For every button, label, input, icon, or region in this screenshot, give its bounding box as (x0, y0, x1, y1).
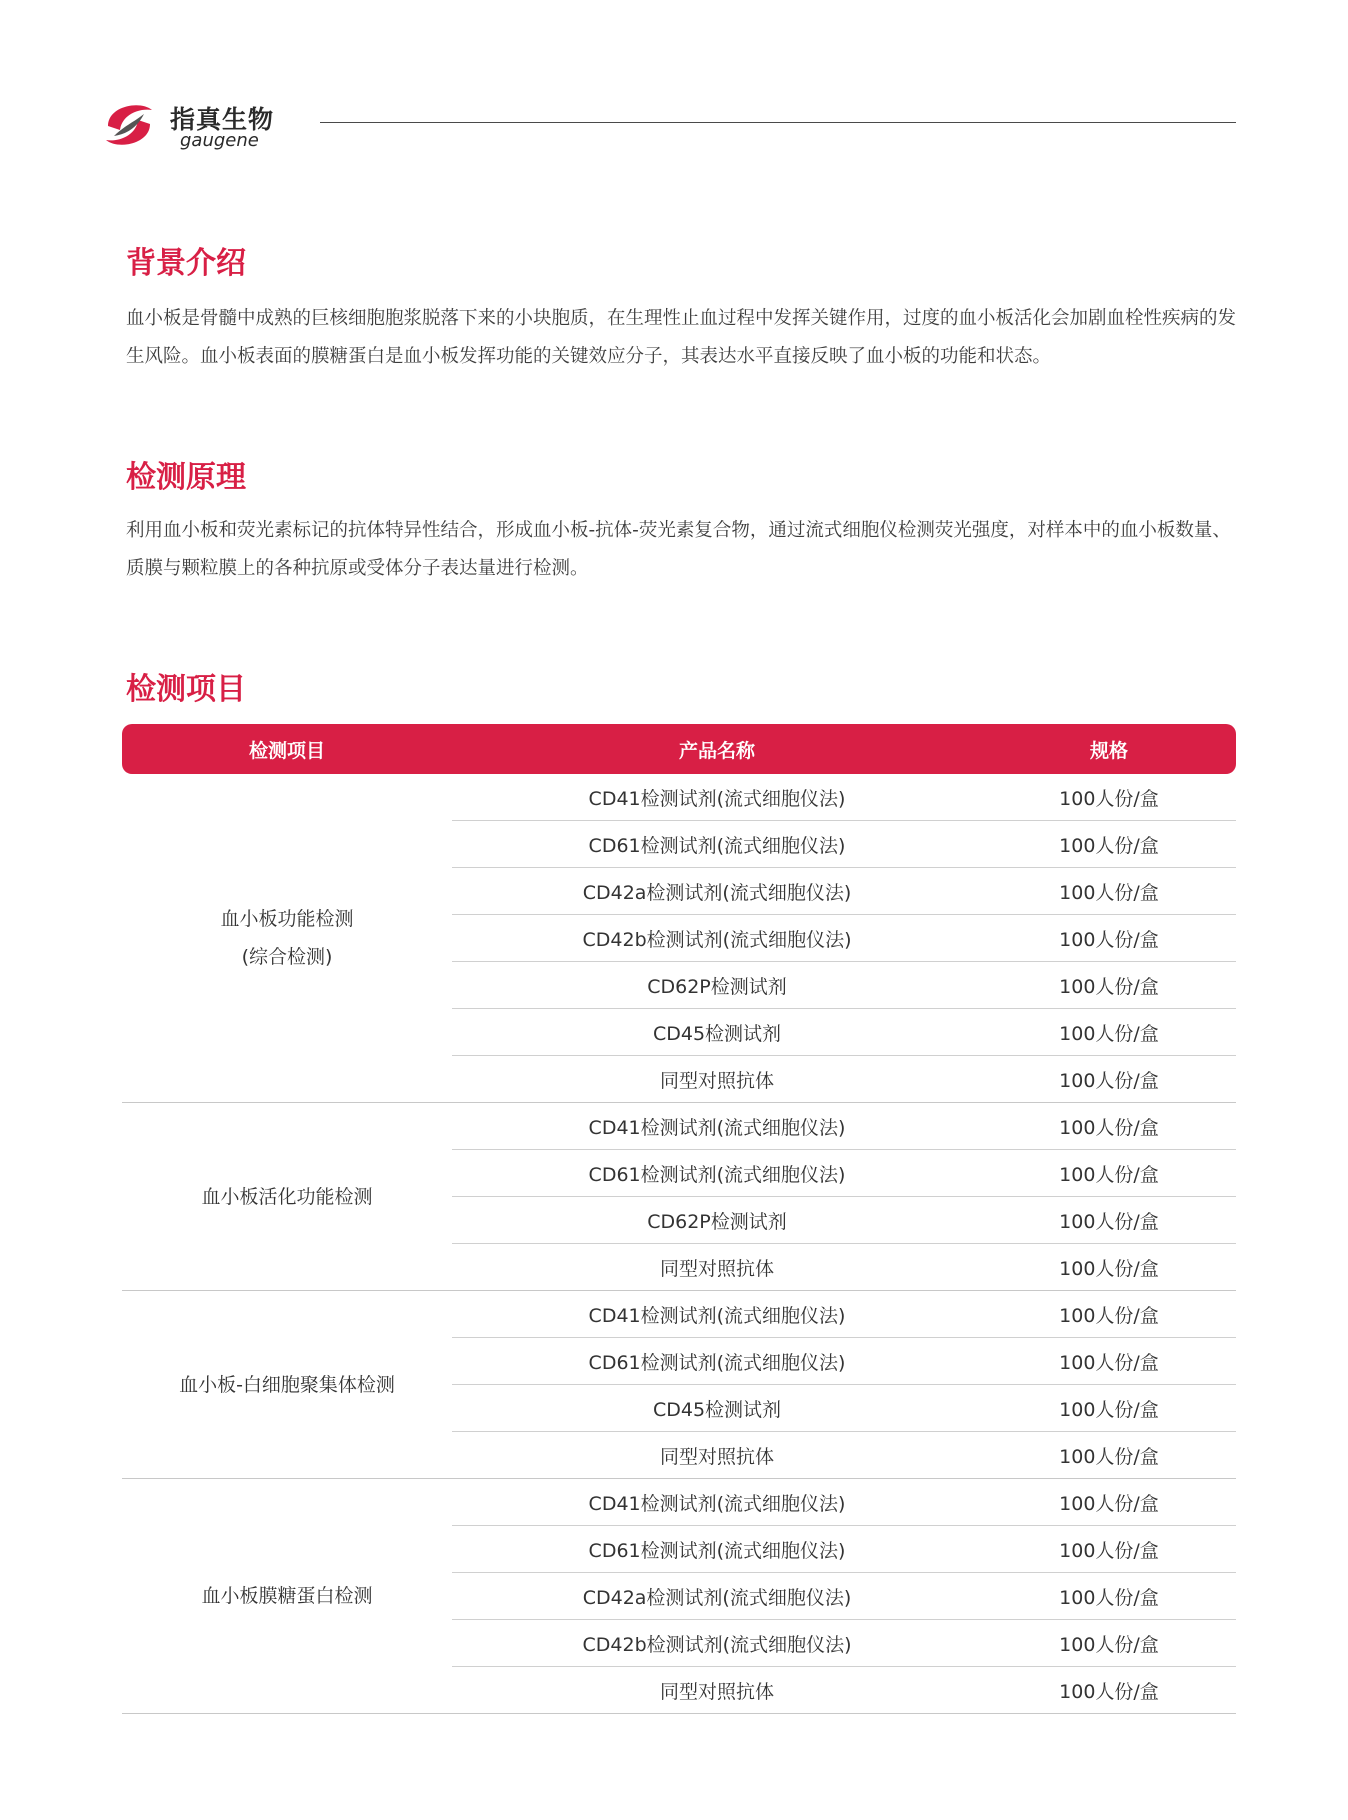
product-name: 同型对照抗体 (659, 1680, 774, 1703)
table-row (452, 1620, 1236, 1667)
table-row (452, 1385, 1236, 1432)
product-name: CD41检测试剂(流式细胞仪法) (588, 1304, 846, 1327)
header-cell-product: 产品名称 (678, 739, 755, 762)
table-header (122, 724, 1236, 774)
product-name: CD62P检测试剂 (647, 975, 787, 998)
table-row (452, 1432, 1236, 1478)
product-spec: 100人份/盒 (1059, 1539, 1159, 1562)
product-name: CD42a检测试剂(流式细胞仪法) (582, 881, 852, 904)
product-spec: 100人份/盒 (1059, 1445, 1159, 1468)
product-spec: 100人份/盒 (1059, 834, 1159, 857)
product-name: CD42a检测试剂(流式细胞仪法) (582, 1586, 852, 1609)
table-row (452, 1103, 1236, 1150)
brand-name-cn: 指真生物 (170, 105, 275, 134)
test-items-table (122, 724, 1236, 1714)
product-name: CD45检测试剂 (652, 1022, 782, 1045)
product-spec: 100人份/盒 (1059, 1351, 1159, 1374)
table-row (452, 1291, 1236, 1338)
group-category (122, 1479, 452, 1713)
table-row (452, 821, 1236, 868)
product-spec: 100人份/盒 (1059, 975, 1159, 998)
table-row (452, 1479, 1236, 1526)
gaugene-logo-icon (100, 96, 158, 154)
table-row (452, 1244, 1236, 1290)
brand-name-en: gaugene (180, 130, 259, 151)
principle-paragraph: 利用血小板和荧光素标记的抗体特异性结合，形成血小板-抗体-荧光素复合物，通过流式细胞仪检测荧光强度，对样本中的血小板数量、质膜与颗粒膜上的各种抗原或受体分子表达量进行检测。 (126, 520, 1231, 579)
group-category (122, 1103, 452, 1290)
product-spec: 100人份/盒 (1059, 1680, 1159, 1703)
product-name: 同型对照抗体 (659, 1445, 774, 1468)
table-row (452, 1197, 1236, 1244)
category-label: 血小板功能检测 (220, 908, 354, 930)
table-row (452, 915, 1236, 962)
table-group (122, 774, 1236, 1103)
product-name: 同型对照抗体 (659, 1257, 774, 1280)
product-name: CD61检测试剂(流式细胞仪法) (588, 1539, 846, 1562)
category-label: 血小板膜糖蛋白检测 (201, 1585, 373, 1607)
product-spec: 100人份/盒 (1059, 1304, 1159, 1327)
group-category (122, 774, 452, 1102)
category-sublabel: (综合检测) (241, 946, 333, 968)
section-title-principle: 检测原理 (126, 460, 246, 495)
section-title-background: 背景介绍 (126, 246, 246, 281)
category-label: 血小板-白细胞聚集体检测 (179, 1373, 395, 1396)
product-name: CD61检测试剂(流式细胞仪法) (588, 1163, 846, 1186)
header-cell-category: 检测项目 (248, 739, 325, 762)
product-name: CD45检测试剂 (652, 1398, 782, 1421)
table-row (452, 962, 1236, 1009)
product-spec: 100人份/盒 (1059, 1586, 1159, 1609)
product-name: CD41检测试剂(流式细胞仪法) (588, 787, 846, 810)
product-spec: 100人份/盒 (1059, 787, 1159, 810)
product-spec: 100人份/盒 (1059, 1210, 1159, 1233)
product-spec: 100人份/盒 (1059, 1257, 1159, 1280)
product-spec: 100人份/盒 (1059, 1398, 1159, 1421)
product-spec: 100人份/盒 (1059, 1022, 1159, 1045)
group-category (122, 1291, 452, 1478)
table-row (452, 1667, 1236, 1713)
table-row (452, 774, 1236, 821)
header-cell-spec: 规格 (1089, 739, 1128, 762)
product-spec: 100人份/盒 (1059, 1633, 1159, 1656)
table-row (452, 1150, 1236, 1197)
product-name: CD41检测试剂(流式细胞仪法) (588, 1116, 846, 1139)
table-row (452, 1573, 1236, 1620)
section-title-items: 检测项目 (126, 672, 246, 707)
product-name: CD61检测试剂(流式细胞仪法) (588, 1351, 846, 1374)
product-name: CD61检测试剂(流式细胞仪法) (588, 834, 846, 857)
product-name: 同型对照抗体 (659, 1069, 774, 1092)
table-row (452, 1009, 1236, 1056)
product-spec: 100人份/盒 (1059, 881, 1159, 904)
product-name: CD42b检测试剂(流式细胞仪法) (582, 1633, 852, 1656)
table-group (122, 1103, 1236, 1291)
table-group (122, 1291, 1236, 1479)
header-divider (320, 122, 1236, 123)
table-row (452, 1338, 1236, 1385)
product-spec: 100人份/盒 (1059, 1163, 1159, 1186)
product-spec: 100人份/盒 (1059, 1069, 1159, 1092)
category-label: 血小板活化功能检测 (201, 1185, 373, 1208)
product-name: CD62P检测试剂 (647, 1210, 787, 1233)
table-row (452, 1526, 1236, 1573)
product-name: CD42b检测试剂(流式细胞仪法) (582, 928, 852, 951)
background-paragraph: 血小板是骨髓中成熟的巨核细胞胞浆脱落下来的小块胞质，在生理性止血过程中发挥关键作用，过度的血小板活化会加剧血栓性疾病的发生风险。血小板表面的膜糖蛋白是血小板发挥功能的关键效应分子，其表达水平直接反映了血小板的功能和状态。 (126, 308, 1237, 367)
table-row (452, 1056, 1236, 1102)
product-spec: 100人份/盒 (1059, 928, 1159, 951)
product-spec: 100人份/盒 (1059, 1492, 1159, 1515)
table-row (452, 868, 1236, 915)
product-name: CD41检测试剂(流式细胞仪法) (588, 1492, 846, 1515)
product-spec: 100人份/盒 (1059, 1116, 1159, 1139)
page-header (96, 90, 1236, 170)
table-group (122, 1479, 1236, 1714)
